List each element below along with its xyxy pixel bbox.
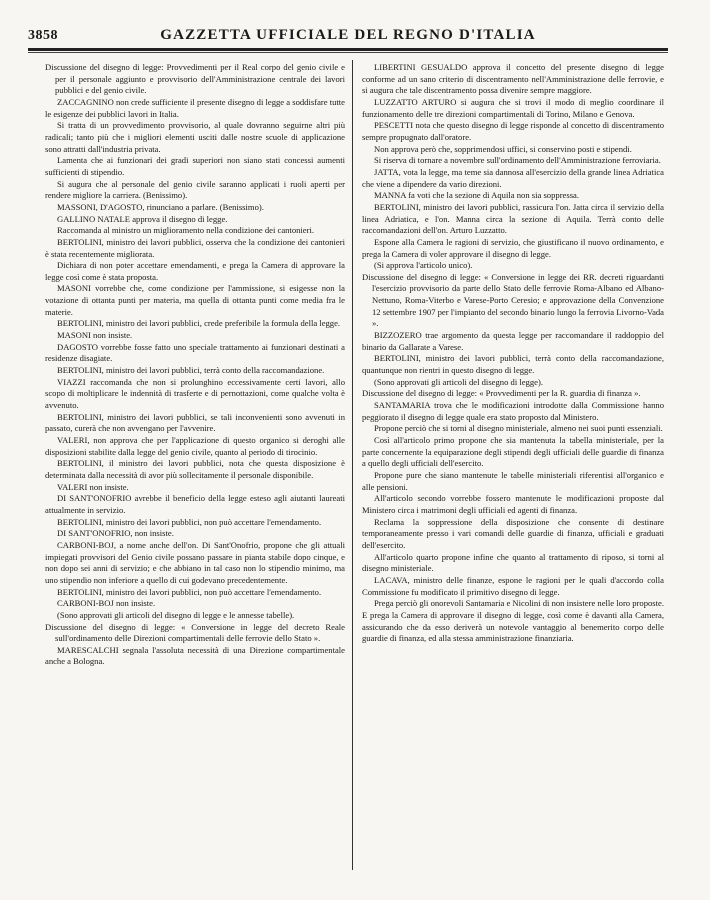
paragraph: VALERI non insiste.: [57, 481, 129, 492]
paragraph: (Sono approvati gli articoli del disegno di legge e le annesse tabelle).: [57, 609, 295, 620]
paragraph: All'articolo quarto propone infine che quanto al trattamento di riposo, si torni al disegno ministeriale.: [362, 551, 664, 574]
paragraph: BIZZOZERO trae argomento da questa legge per raccomandare il raddoppio del binario da Gallarate a Varese.: [362, 330, 664, 352]
paragraph: Si riserva di tornare a novembre sull'ordinamento dell'Amministrazione ferroviaria.: [374, 155, 661, 166]
paragraph: GALLINO NATALE approva il disegno di legge.: [57, 213, 228, 224]
paragraph: Discussione del disegno di legge: « Conversione in legge del decreto Reale sull'ordinamento delle Direzioni compartimentali delle ferrovie dello Stato ».: [45, 621, 345, 644]
paragraph: Prega perciò gli onorevoli Santamaria e Nicolini di non insistere nelle loro proposte. E prega la Camera di approvare il disegno di legge, così come è davanti alla Camera, assicurando che da esso deriverà un notevole vantaggio al benemerito corpo delle guardie di finanza, ed alla stessa amministrazione finanziaria.: [362, 598, 664, 644]
paragraph: All'articolo secondo vorrebbe fossero mantenute le modificazioni proposte dal Ministero circa i matrimoni degli ufficiali ed agenti di finanza.: [362, 493, 664, 515]
paragraph: LIBERTINI GESUALDO approva il concetto del presente disegno di legge conforme ad un sano criterio di discentramento nell'Amministrazione delle ferrovie, e si augura che tale discentramento possa divenire sempre maggiore.: [362, 62, 664, 96]
page-number: 3858: [28, 28, 58, 43]
paragraph: MARESCALCHI segnala l'assoluta necessità di una Direzione compartimentale anche a Bologna.: [45, 644, 345, 667]
paragraph: ZACCAGNINO non crede sufficiente il presente disegno di legge a soddisfare tutte le esigenze dei pubblici lavori in Italia.: [45, 96, 345, 119]
paragraph: BERTOLINI, ministro dei lavori pubblici, se tali inconvenienti sono avvenuti in passato, curerà che non avvengano per l'avvenire.: [45, 411, 345, 434]
column-divider: [352, 60, 353, 870]
paragraph: JATTA, vota la legge, ma teme sia dannosa all'esercizio della grande linea Adriatica che viene a dipendere da vario direzioni.: [362, 166, 664, 189]
paragraph: LUZZATTO ARTURO si augura che si trovi il modo di meglio coordinare il funzionamento delle tre direzioni compartimentali di Torino, Milano e Genova.: [362, 96, 664, 119]
paragraph: Non approva però che, sopprimendosi uffici, si conservino posti e stipendi.: [374, 143, 632, 154]
paragraph: BERTOLINI, ministro dei lavori pubblici, terrà conto della raccomandazione, quantunque non rientri in questo disegno di legge.: [362, 353, 664, 376]
paragraph: SANTAMARIA trova che le modificazioni introdotte dalla Commissione hanno peggiorato il disegno di legge quale era stato proposto dal Ministero.: [362, 400, 664, 422]
paragraph: Dichiara di non poter accettare emendamenti, e prega la Camera di approvare la legge così come è stata proposta.: [45, 260, 345, 282]
paragraph: BERTOLINI, ministro dei lavori pubblici, non può accettare l'emendamento.: [57, 516, 322, 527]
paragraph: (Si approva l'articolo unico).: [374, 260, 473, 271]
paragraph: MASSONI, D'AGOSTO, rinunciano a parlare. (Benissimo).: [57, 201, 264, 212]
page-header: [28, 24, 668, 48]
paragraph: Si augura che al personale del genio civile saranno applicati i ruoli aperti per rendere migliore la carriera. (Benissimo).: [45, 178, 345, 201]
paragraph: Discussione del disegno di legge: « Provvedimenti per la R. guardia di finanza ».: [362, 388, 641, 399]
paragraph: Si tratta di un provvedimento provvisorio, al quale dovranno seguirne altri più radicali; tanto più che i migliori elementi usciti dalle nostre scuole di applicazione sono attratti dall'industria privata.: [45, 120, 345, 154]
paragraph: Propone perciò che si torni al disegno ministeriale, almeno nei suoi punti essenziali.: [374, 423, 663, 434]
paragraph: BERTOLINI, ministro dei lavori pubblici, crede preferibile la formula della legge.: [57, 318, 341, 329]
paragraph: Così all'articolo primo propone che sia mantenuta la tabella ministeriale, per la parte concernente la equiparazione degli stipendi degli ufficiali delle guardie di finanza a quello degli ufficiali dell'esercito.: [362, 435, 664, 469]
paragraph: MASONI non insiste.: [57, 330, 133, 341]
paragraph: BERTOLINI, il ministro dei lavori pubblici, nota che questa disposizione è determinata dalla necessità di avor più sollecitamente il personale disponibile.: [45, 458, 345, 480]
page-title: GAZZETTA UFFICIALE DEL REGNO D'ITALIA: [160, 27, 536, 43]
paragraph: VIAZZI raccomanda che non si prolunghino eccessivamente certi lavori, allo scopo di moltiplicare le indennità di trasferte e di pernottazioni, come qualche volta è avvenuto.: [45, 376, 345, 411]
paragraph: Discussione del disegno di legge: Provvedimenti per il Real corpo del genio civile e per il personale aggiunto e provvisorio dell'Amministrazione centrale dei lavori pubblici e del genio civile.: [45, 62, 345, 96]
paragraph: Reclama la soppressione della disposizione che consente di destinare temporaneamente presso i vari comandi delle guardie di finanza, ufficiali e graduati dell'esercito.: [362, 516, 664, 550]
paragraph: BERTOLINI, ministro dei lavori pubblici, rassicura l'on. Jatta circa il servizio della linea Adriatica, e l'on. Manna circa la sezione di Aquila. Terrà conto delle raccomandazioni dell'on. Arturo Luzzatto.: [362, 201, 664, 236]
paragraph: DI SANT'ONOFRIO avrebbe il beneficio della legge esteso agli aiutanti laureati attualmente in servizio.: [45, 493, 345, 515]
paragraph: Lamenta che ai funzionari dei gradi superiori non siano stati concessi aumenti sufficienti di stipendio.: [45, 155, 345, 177]
paragraph: CARBONI-BOJ non insiste.: [57, 598, 156, 609]
left-column: [45, 62, 345, 874]
paragraph: Propone pure che siano mantenute le tabelle ministeriali riferentisi all'organico e alle pensioni.: [362, 469, 664, 492]
paragraph: BERTOLINI, ministro dei lavori pubblici, non può accettare l'emendamento.: [57, 586, 322, 597]
paragraph: BERTOLINI, ministro dei lavori pubblici, osserva che la condizione dei cantonieri è stata recentemente migliorata.: [45, 236, 345, 259]
paragraph: DAGOSTO vorrebbe fosse fatto uno speciale trattamento ai funzionari destinati a residenze disagiate.: [45, 341, 345, 364]
paragraph: VALERI, non approva che per l'applicazione di questo organico si deroghi alle disposizioni stabilite dalla legge del genio civile, quanto al periodo di tirocinio.: [45, 435, 345, 457]
paragraph: MANNA fa voti che la sezione di Aquila non sia soppressa.: [374, 190, 580, 201]
paragraph: PESCETTI nota che questo disegno di legge risponde al concetto di discentramento sempre propugnato dall'oratore.: [362, 120, 664, 142]
paragraph: CARBONI-BOJ, a nome anche dell'on. Di Sant'Onofrio, propone che gli attuali impiegati provvisori del Genio civile possano passare in pianta stabile dopo cinque, e non dopo sei anni di servizio; e che abbiano in tal caso non lo stipendio minimo, ma uno stipendio non inferiore a quello di cui godevano precedentemente.: [45, 539, 345, 585]
right-column: [362, 62, 664, 874]
header-rule: [28, 48, 668, 51]
paragraph: Discussione del disegno di legge: « Conversione in legge dei RR. decreti riguardanti l'esercizio provvisorio da parte dello Stato delle ferrovie Roma-Albano ed Albano-Nettuno, Roma-Viterbo e Varese-Porto Ceresio; e approvazione della Convenzione 12 settembre 1907 per l'impianto del secondo binario lungo la ferrovia Livorno-Vada ».: [362, 271, 664, 329]
header-rule-thin: [28, 52, 668, 53]
paragraph: LACAVA, ministro delle finanze, espone le ragioni per le quali d'accordo colla Commissione fu modificato il primitivo disegno di legge.: [362, 574, 664, 597]
paragraph: Espone alla Camera le ragioni di servizio, che giustificano il nuovo ordinamento, e prega la Camera di voler approvare il disegno di legge.: [362, 236, 664, 259]
paragraph: MASONI vorrebbe che, come condizione per l'ammissione, si esigesse non la votazione di ottanta punti per materia, ma quella di ottanta punti come media fra le materie.: [45, 283, 345, 317]
paragraph: BERTOLINI, ministro dei lavori pubblici, terrà conto della raccomandazione.: [57, 365, 325, 376]
paragraph: (Sono approvati gli articoli del disegno di legge).: [374, 376, 543, 387]
paragraph: DI SANT'ONOFRIO, non insiste.: [57, 528, 174, 539]
paragraph: Raccomanda al ministro un miglioramento nella condizione dei cantonieri.: [57, 225, 315, 236]
